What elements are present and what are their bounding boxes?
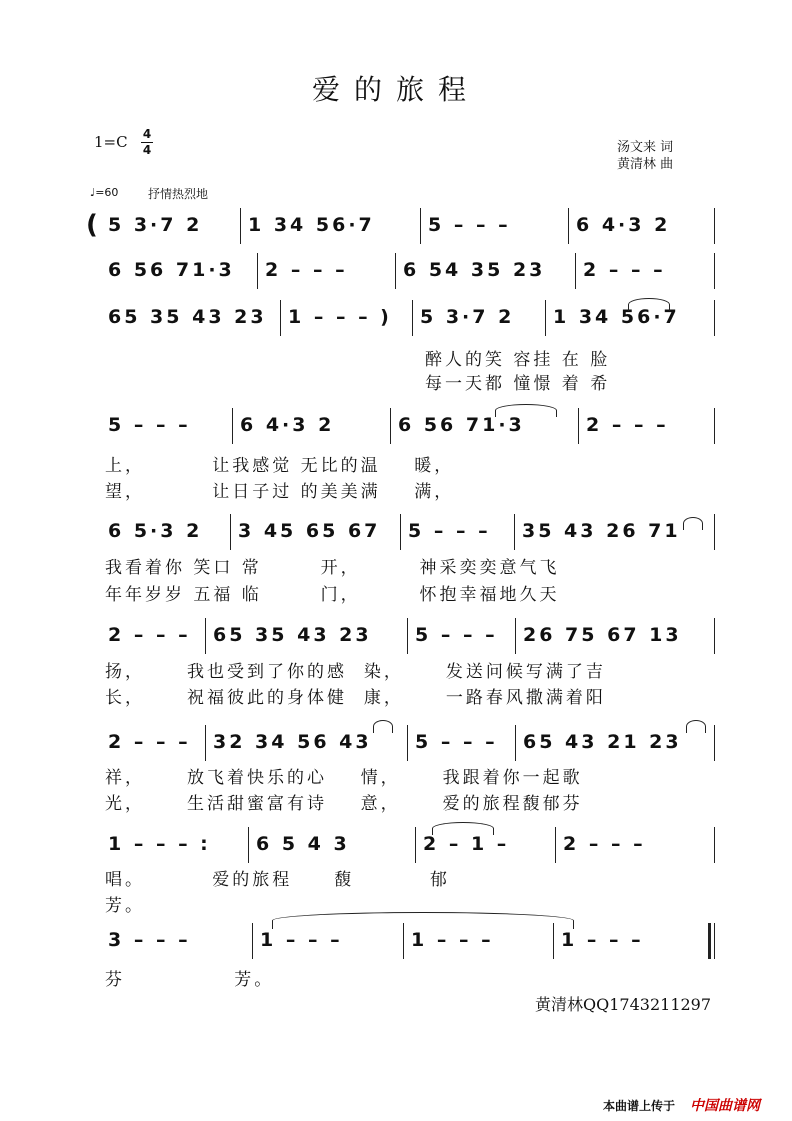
lyric-line: 祥， 放飞着快乐的心 情， 我跟着你一起歌 <box>105 768 583 788</box>
measure: 5 – – – <box>415 731 498 753</box>
lyric-line: 长， 祝福彼此的身体健 康， 一路春风撒满着阳 <box>105 688 606 708</box>
barline <box>714 827 715 863</box>
barline <box>714 408 715 444</box>
song-title: 爱的旅程 <box>311 73 480 106</box>
measure: 6 4·3 2 <box>240 414 335 436</box>
barline <box>555 827 556 863</box>
barline <box>714 618 715 654</box>
measure: 6 56 71·3 <box>398 414 525 436</box>
measure: 32 34 56 43 <box>213 731 372 753</box>
barline <box>420 208 421 244</box>
footer-text: 本曲谱上传于 <box>603 1099 676 1113</box>
site-logo: 中国曲谱网 <box>690 1098 760 1114</box>
tie-arc <box>373 720 393 733</box>
measure: 2 – – – <box>265 259 348 281</box>
measure: 5 3·7 2 <box>108 214 203 236</box>
tie-arc <box>272 912 574 929</box>
barline <box>407 725 408 761</box>
barline <box>280 300 281 336</box>
lyric-line: 扬， 我也受到了你的感 染， 发送问候写满了吉 <box>105 662 606 682</box>
measure: 5 – – – <box>428 214 511 236</box>
barline <box>205 618 206 654</box>
measure: 2 – – – <box>563 833 646 855</box>
measure: 2 – – – <box>108 731 191 753</box>
barline <box>568 208 569 244</box>
measure: 5 – – – <box>408 520 491 542</box>
barline <box>230 514 231 550</box>
lyric-line: 上， 让我感觉 无比的温 暖， <box>105 456 455 476</box>
barline <box>390 408 391 444</box>
measure: 5 – – – <box>415 624 498 646</box>
barline <box>714 253 715 289</box>
measure: 3 – – – <box>108 929 191 951</box>
lyric-line: 每一天都 憧憬 着 希 <box>425 374 611 394</box>
barline <box>545 300 546 336</box>
barline <box>578 408 579 444</box>
lyric-line: 芬 芳。 <box>105 970 275 990</box>
barline <box>415 827 416 863</box>
lyric-line: 光， 生活甜蜜富有诗 意， 爱的旅程馥郁芬 <box>105 794 583 814</box>
measure: 2 – 1 – <box>423 833 510 855</box>
measure: 65 35 43 23 <box>213 624 372 646</box>
tie-arc <box>683 517 703 530</box>
barline <box>252 923 253 959</box>
key-signature: 1=C <box>94 133 128 151</box>
measure: 1 34 56·7 <box>553 306 680 328</box>
lyric-line: 年年岁岁 五福 临 门， 怀抱幸福地久天 <box>105 585 560 605</box>
repeat-paren: ( <box>86 210 101 240</box>
tempo-mark: ♩=60 <box>90 186 119 199</box>
barline <box>205 725 206 761</box>
measure: 35 43 26 71 <box>522 520 681 542</box>
measure: 1 – – – <box>411 929 494 951</box>
lyric-line: 我看着你 笑口 常 开， 神采奕奕意气飞 <box>105 558 560 578</box>
final-barline <box>708 923 711 959</box>
barline <box>714 208 715 244</box>
measure: 1 – – – <box>260 929 343 951</box>
composer: 黄清林 曲 <box>617 157 674 172</box>
expression-mark: 抒情热烈地 <box>148 187 209 201</box>
tie-arc <box>628 298 670 311</box>
lyric-line: 唱。 爱的旅程 馥 郁 <box>105 870 450 890</box>
barline <box>575 253 576 289</box>
measure: 65 35 43 23 <box>108 306 267 328</box>
barline <box>514 514 515 550</box>
barline <box>714 923 715 959</box>
measure: 1 – – – : <box>108 833 211 855</box>
measure: 2 – – – <box>108 624 191 646</box>
barline <box>395 253 396 289</box>
measure: 6 4·3 2 <box>576 214 671 236</box>
tie-arc <box>686 720 706 733</box>
barline <box>714 300 715 336</box>
barline <box>257 253 258 289</box>
barline <box>407 618 408 654</box>
barline <box>714 725 715 761</box>
measure: 1 34 56·7 <box>248 214 375 236</box>
barline <box>240 208 241 244</box>
measure: 1 – – – ) <box>288 306 392 328</box>
barline <box>714 514 715 550</box>
lyricist: 汤文来 词 <box>617 140 674 155</box>
measure: 2 – – – <box>586 414 669 436</box>
tie-arc <box>495 404 557 417</box>
time-signature: 4 4 <box>142 127 152 157</box>
lyric-line: 望， 让日子过 的美美满 满， <box>105 482 455 502</box>
measure: 26 75 67 13 <box>523 624 682 646</box>
barline <box>248 827 249 863</box>
tie-arc <box>432 822 494 835</box>
measure: 2 – – – <box>583 259 666 281</box>
measure: 5 3·7 2 <box>420 306 515 328</box>
barline <box>515 725 516 761</box>
measure: 6 54 35 23 <box>403 259 546 281</box>
measure: 65 43 21 23 <box>523 731 682 753</box>
measure: 3 45 65 67 <box>238 520 381 542</box>
barline <box>400 514 401 550</box>
signature: 黄清林QQ1743211297 <box>535 995 712 1014</box>
barline <box>232 408 233 444</box>
lyric-line: 醉人的笑 容挂 在 脸 <box>425 350 611 370</box>
measure: 6 56 71·3 <box>108 259 235 281</box>
measure: 6 5 4 3 <box>256 833 350 855</box>
barline <box>412 300 413 336</box>
measure: 1 – – – <box>561 929 644 951</box>
barline <box>515 618 516 654</box>
lyric-line: 芳。 <box>105 896 145 916</box>
measure: 5 – – – <box>108 414 191 436</box>
measure: 6 5·3 2 <box>108 520 203 542</box>
